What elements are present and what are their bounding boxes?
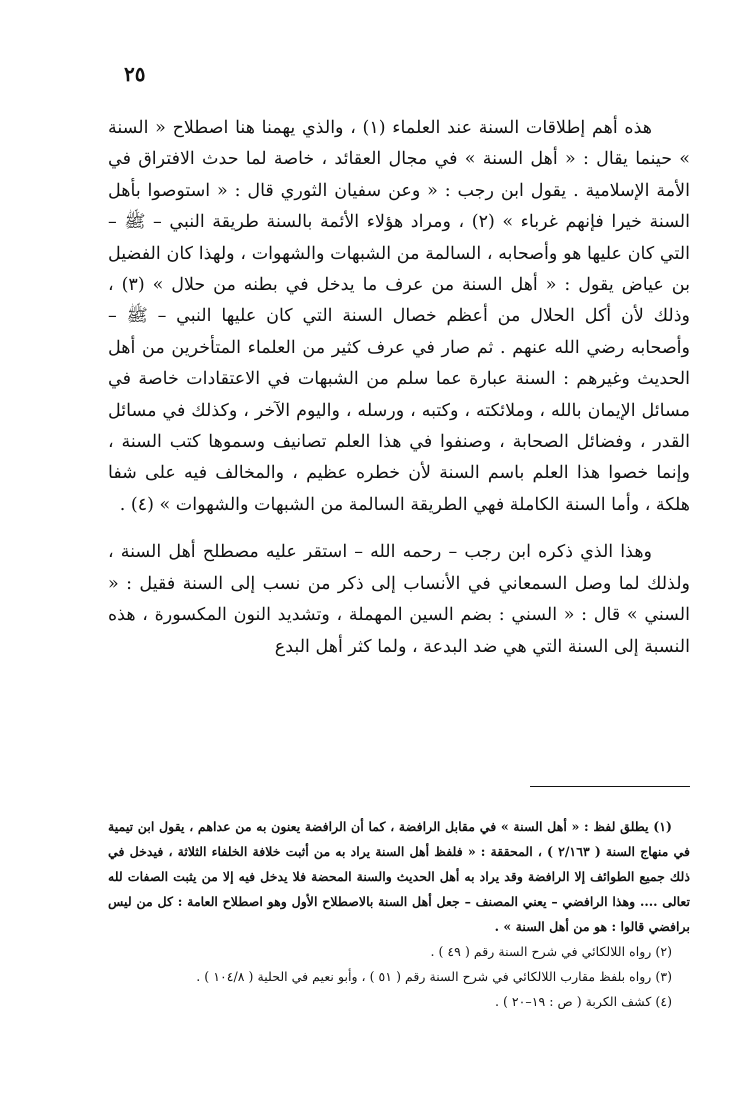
footnote-2: (٢) رواه اللالكائي في شرح السنة رقم ( ٤٩ ) .	[430, 944, 672, 959]
paragraph-2: وهذا الذي ذكره ابن رجب – رحمه الله – استقر عليه مصطلح أهل السنة ، ولذلك لما وصل السمعاني في الأنساب إلى ذكر من نسب إلى السنة فقيل : « السني » قال : « السني : بضم السين المهملة ، وتشديد النون المكسورة ، هذه النسبة إلى السنة التي هي ضد البدعة ، ولما كثر أهل البدع	[108, 542, 690, 657]
footnote-3: (٣) رواه بلفظ مقارب اللالكائي في شرح السنة رقم ( ٥١ ) ، وأبو نعيم في الحلية ( ١٠٤/٨ ) .	[196, 969, 672, 984]
page-number: ٢٥	[124, 62, 146, 86]
footnote-4: (٤) كشف الكربة ( ص : ١٩–٢٠ ) .	[494, 994, 672, 1009]
footnote-1: (١) يطلق لفظ : « أهل السنة » في مقابل الرافضة ، كما أن الرافضة يعنون به من عداهم ، يقول ابن تيمية في منهاج السنة ( ٢/١٦٣ ) ، المحققة : « فلفظ أهل السنة يراد به من أثبت خلافة الخلفاء الثلاثة ، فيدخل في ذلك جميع الطوائف إلا الرافضة وقد يراد به أهل الحديث والسنة المحضة فلا يدخل فيه إلا من يثبت الصفات لله تعالى .... وهذا الرافضي – يعني المصنف – جعل أهل السنة بالاصطلاح الأول وهو اصطلاح العامة : كل من ليس برافضي قالوا : هو من أهل السنة » .	[108, 819, 690, 934]
footnote-separator	[530, 786, 690, 787]
main-text	[108, 113, 690, 663]
footnotes	[108, 814, 690, 1014]
paragraph-1: هذه أهم إطلاقات السنة عند العلماء (١) ، والذي يهمنا هنا اصطلاح « السنة » حينما يقال : « أهل السنة » في مجال العقائد ، خاصة لما حدث الافتراق في الأمة الإسلامية . يقول ابن رجب : « وعن سفيان الثوري قال : « استوصوا بأهل السنة خيرا فإنهم غرباء » (٢) ، ومراد هؤلاء الأئمة بالسنة طريقة النبي – ﷺ – التي كان عليها هو وأصحابه ، السالمة من الشبهات والشهوات ، ولهذا كان الفضيل بن عياض يقول : « أهل السنة من عرف ما يدخل في بطنه من حلال » (٣) ، وذلك لأن أكل الحلال من أعظم خصال السنة التي كان عليها النبي – ﷺ – وأصحابه رضي الله عنهم . ثم صار في عرف كثير من العلماء المتأخرين من أهل الحديث وغيرهم : السنة عبارة عما سلم من الشبهات في الاعتقادات خاصة في مسائل الإيمان بالله ، وملائكته ، وكتبه ، ورسله ، واليوم الآخر ، وكذلك في مسائل القدر ، وفضائل الصحابة ، وصنفوا في هذا العلم تصانيف وسموها كتب السنة ، وإنما خصوا هذا العلم باسم السنة لأن خطره عظيم ، والمخالف فيه على شفا هلكة ، وأما السنة الكاملة فهي الطريقة السالمة من الشبهات والشهوات » (٤) .	[108, 118, 690, 515]
